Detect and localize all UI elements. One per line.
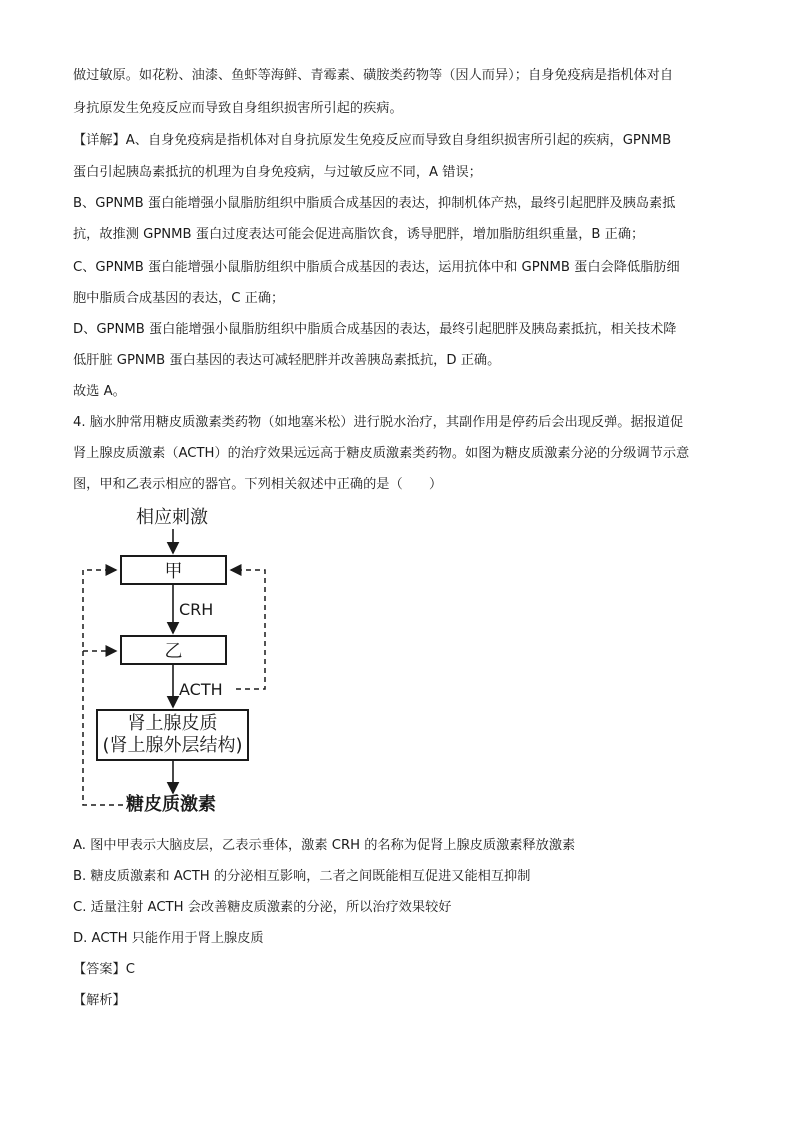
paragraph-line: 胞中脂质合成基因的表达，C 正确； bbox=[73, 291, 285, 306]
glucocorticoid-label: 糖皮质激素 bbox=[126, 794, 216, 815]
organ-b-label: 乙 bbox=[164, 641, 183, 662]
analysis-label: 【解析】 bbox=[73, 993, 126, 1008]
answer-value: C bbox=[125, 962, 135, 977]
crh-label: CRH bbox=[179, 600, 214, 619]
organ-a-label: 甲 bbox=[164, 561, 183, 582]
organ-b-box bbox=[120, 635, 227, 665]
question-stem-line: 4. 脑水肿常用糖皮质激素类药物（如地塞米松）进行脱水治疗，其副作用是停药后会出现反弹。据报道促 bbox=[73, 415, 684, 430]
organ-a-box bbox=[120, 555, 227, 585]
paragraph-line: 做过敏原。如花粉、油漆、鱼虾等海鲜、青霉素、磺胺类药物等（因人而异）；自身免疫病是指机体对自 bbox=[73, 68, 674, 83]
question-stem-line: 图，甲和乙表示相应的器官。下列相关叙述中正确的是（ ） bbox=[73, 477, 443, 492]
paragraph-line: 抗，故推测 GPNMB 蛋白过度表达可能会促进高脂饮食，诱导肥胖，增加脂肪组织重量，B 正确； bbox=[73, 227, 645, 242]
stimulus-label: 相应刺激 bbox=[136, 507, 208, 528]
paragraph-line: D、GPNMB 蛋白能增强小鼠脂肪组织中脂质合成基因的表达，最终引起肥胖及胰岛素抵抗，相关技术降 bbox=[73, 322, 677, 337]
hormone-regulation-diagram bbox=[60, 505, 300, 825]
adrenal-cortex-note: (肾上腺外层结构) bbox=[102, 735, 243, 756]
paragraph-line: 低肝脏 GPNMB 蛋白基因的表达可减轻肥胖并改善胰岛素抵抗，D 正确。 bbox=[73, 353, 501, 368]
option-b: B. 糖皮质激素和 ACTH 的分泌相互影响，二者之间既能相互促进又能相互抑制 bbox=[73, 869, 531, 884]
diagram-arrows bbox=[60, 505, 300, 825]
paragraph-line: 故选 A。 bbox=[73, 384, 126, 399]
adrenal-cortex-label: 肾上腺皮质 bbox=[127, 713, 218, 734]
paragraph-line: C、GPNMB 蛋白能增强小鼠脂肪组织中脂质合成基因的表达，运用抗体中和 GPNMB 蛋白会降低脂肪细 bbox=[73, 260, 680, 275]
paragraph-line: B、GPNMB 蛋白能增强小鼠脂肪组织中脂质合成基因的表达，抑制机体产热，最终引起肥胖及胰岛素抵 bbox=[73, 196, 676, 211]
option-a: A. 图中甲表示大脑皮层，乙表示垂体，激素 CRH 的名称为促肾上腺皮质激素释放激素 bbox=[73, 838, 576, 853]
paragraph-line: 身抗原发生免疫反应而导致自身组织损害所引起的疾病。 bbox=[73, 101, 403, 116]
paragraph-line: 蛋白引起胰岛素抵抗的机理为自身免疫病，与过敏反应不同，A 错误； bbox=[73, 165, 482, 180]
option-c: C. 适量注射 ACTH 会改善糖皮质激素的分泌，所以治疗效果较好 bbox=[73, 900, 452, 915]
adrenal-cortex-box bbox=[96, 709, 249, 761]
question-stem-line: 肾上腺皮质激素（ACTH）的治疗效果远远高于糖皮质激素类药物。如图为糖皮质激素分泌的分级调节示意 bbox=[73, 446, 690, 461]
answer-row bbox=[73, 960, 135, 980]
option-d: D. ACTH 只能作用于肾上腺皮质 bbox=[73, 931, 264, 946]
answer-label: 【答案】 bbox=[73, 962, 126, 977]
acth-label: ACTH bbox=[179, 680, 223, 699]
paragraph-line: 【详解】A、自身免疫病是指机体对自身抗原发生免疫反应而导致自身组织损害所引起的疾病，GPNMB bbox=[73, 133, 672, 148]
